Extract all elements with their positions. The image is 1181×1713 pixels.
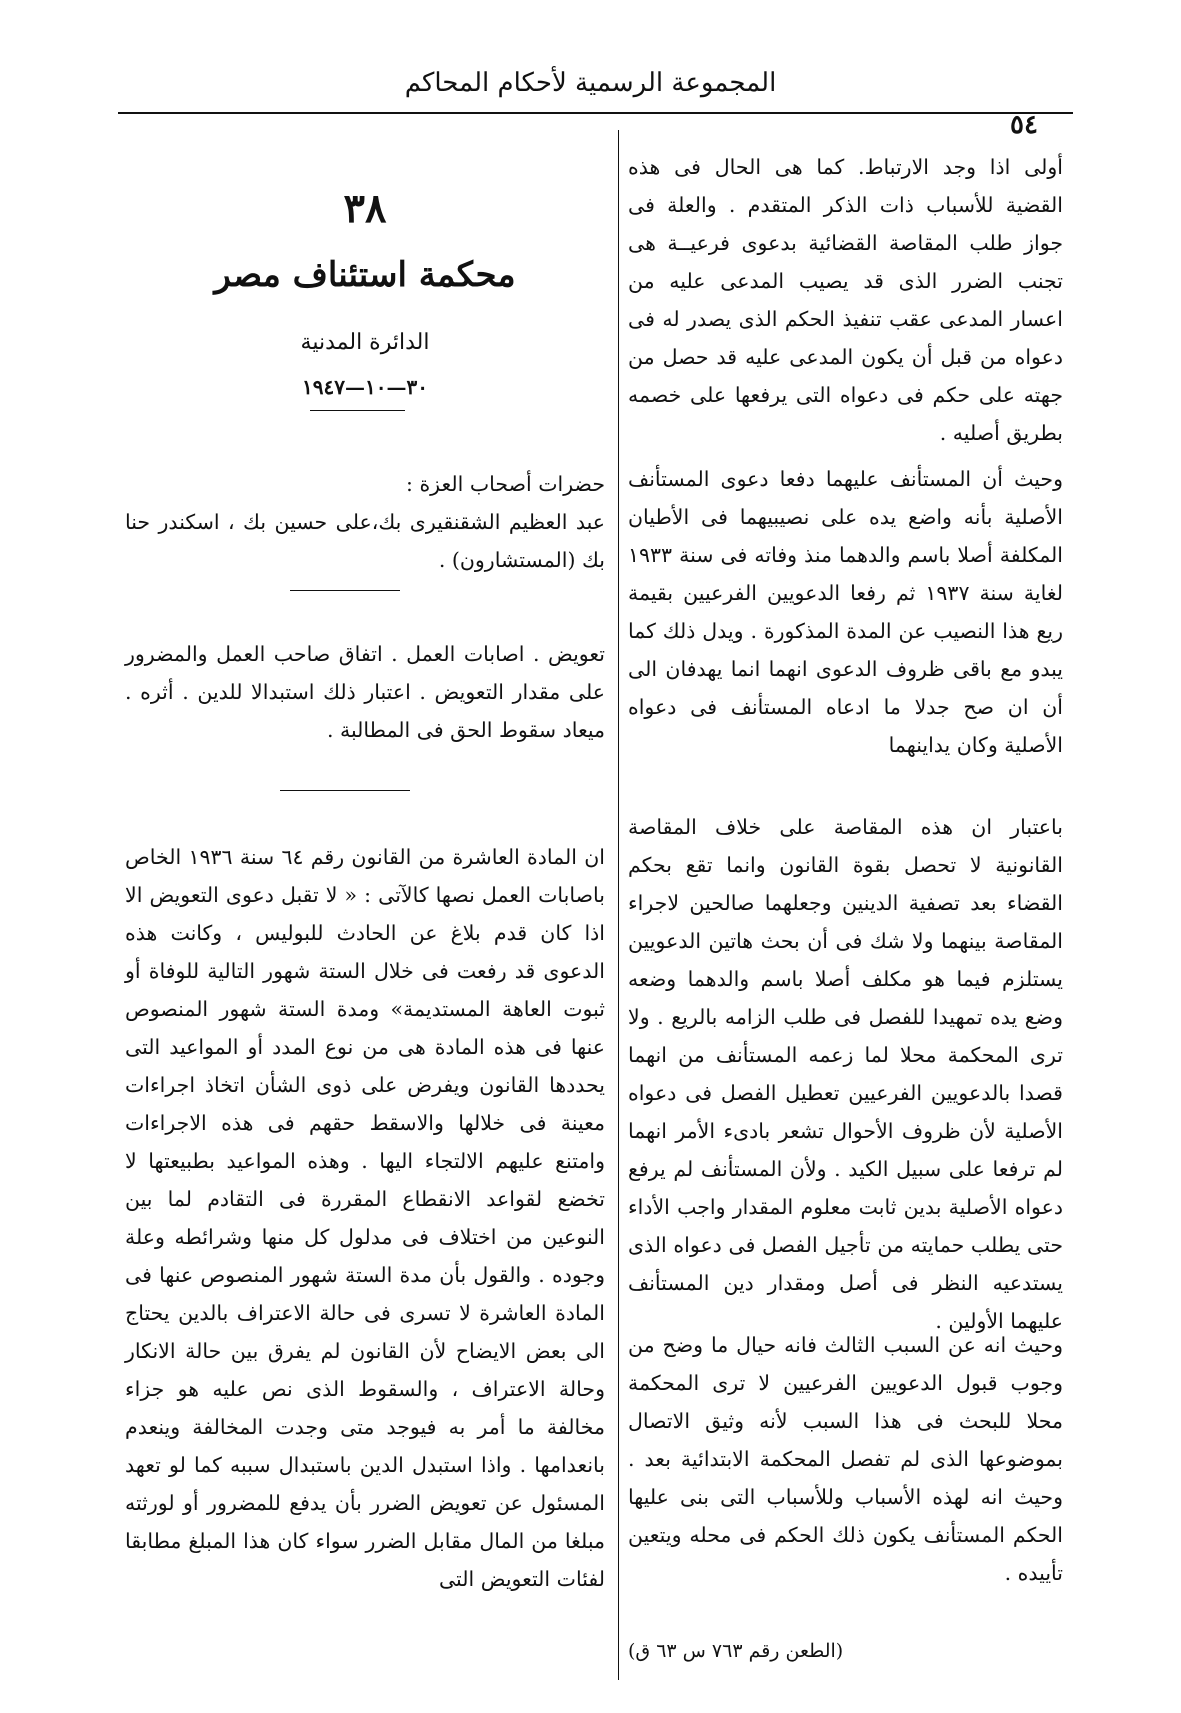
case-subject: تعويض . اصابات العمل . اتفاق صاحب العمل والمضرور على مقدار التعويض . اعتبار ذلك استبدالا للدين . أثره . ميعاد سقوط الحق فى المطالبة . — [125, 642, 605, 742]
attendance-heading: حضرات أصحاب العزة : — [406, 472, 605, 496]
court-name: محكمة استئناف مصر — [214, 255, 516, 295]
left-column-paragraph: ان المادة العاشرة من القانون رقم ٦٤ سنة ١٩٣٦ الخاص باصابات العمل نصها كالآتى : « لا تقبل دعوى التعويض الا اذا كان قدم بلاغ عن الحادث للبوليس ، وكانت هذه الدعوى قد رفعت فى خلال الستة شهور التالية للوفاة أو ثبوت العاهة المستديمة» ومدة الستة شهور المنصوص عنها فى هذه المادة هى من نوع المدد أو المواعيد التى يحددها القانون ويفرض على ذوى الشأن اتخاذ اجراءات معينة فى خلالها والاسقط حقهم فى هذه الاجراءات وامتنع عليهم الالتجاء اليها . وهذه المواعيد بطبيعتها لا تخضع لقواعد الانقطاع المقررة فى التقادم لما بين النوعين من اختلاف فى مدلول كل منها وشرائطه وعلة وجوده . والقول بأن مدة الستة شهور المنصوص عنها فى المادة العاشرة لا تسرى فى حالة الاعتراف بالدين يحتاج الى بعض الايضاح لأن القانون لم يفرق بين حالة الانكار وحالة الاعتراف ، والسقوط الذى نص عليه هو جزاء مخالفة ما أمر به فيوجد متى وجدت المخالفة وينعدم بانعدامها . واذا استبدل الدين باستبدال سببه كما لو تعهد المسئول عن تعويض الضرر بأن يدفع للمضرور أو لورثته مبلغا من المال مقابل الضرر سواء كان هذا المبلغ مطابقا لفئات التعويض التى — [125, 845, 605, 1591]
right-paragraph-1: أولى اذا وجد الارتباط. كما هى الحال فى هذه القضية للأسباب ذات الذكر المتقدم . والعلة فى جواز طلب المقاصة القضائية بدعوى فرعيــة هى تجنب الضرر الذى قد يصيب المدعى عليه من اعسار المدعى عقب تنفيذ الحكم الذى يصدر له فى دعواه من قبل أن يكون المدعى عليه قد حصل من جهته على حكم فى دعواه التى يرفعها على خصمه بطريق أصليه . — [628, 155, 1063, 445]
page-number: ٥٤ — [1010, 110, 1038, 140]
right-paragraph-2: وحيث أن المستأنف عليهما دفعا دعوى المستأنف الأصلية بأنه واضع يده على نصيبيهما فى الأطيان المكلفة أصلا باسم والدهما منذ وفاته فى سنة ١٩٣٣ لغاية سنة ١٩٣٧ ثم رفعا الدعويين الفرعيين بقيمة ريع هذا النصيب عن المدة المذكورة . ويدل ذلك كما يبدو مع باقى ظروف الدعوى انهما انما يهدفان الى أن ان صح جدلا ما ادعاه المستأنف فى دعواه الأصلية وكان يداينهما — [628, 467, 1063, 757]
case-number: ٣٨ — [343, 185, 387, 232]
journal-header: المجموعة الرسمية لأحكام المحاكم — [404, 68, 777, 98]
case-citation: (الطعن رقم ٧٦٣ س ٦٣ ق) — [628, 1640, 844, 1662]
right-paragraph-4: وحيث انه عن السبب الثالث فانه حيال ما وضح من وجوب قبول الدعويين الفرعيين لا ترى المحكمة محلا للبحث فى هذا السبب لأنه وثيق الاتصال بموضوعها الذى لم تفصل المحكمة الابتدائية بعد . وحيث انه لهذه الأسباب وللأسباب التى بنى عليها الحكم المستأنف يكون ذلك الحكم فى محله ويتعين تأييده . — [628, 1333, 1063, 1585]
court-circuit: الدائرة المدنية — [300, 330, 430, 355]
attendance-rule — [290, 590, 400, 591]
subject-rule — [280, 790, 410, 791]
case-date: ٣٠—١٠—١٩٤٧ — [302, 375, 428, 399]
date-rule — [310, 410, 405, 411]
attendance-judges: عبد العظيم الشقنقيرى بك،على حسين بك ، اسكندر حنا بك (المستشارون) . — [125, 510, 605, 572]
right-paragraph-3: باعتبار ان هذه المقاصة على خلاف المقاصة القانونية لا تحصل بقوة القانون وانما تقع بحكم القضاء بعد تصفية الدينين وجعلهما صالحين لاجراء المقاصة بينهما ولا شك فى أن بحث هاتين الدعويين يستلزم فيما هو مكلف أصلا باسم والدهما وضعه وضع يده تمهيدا للفصل فى طلب الزامه بالريع . ولا ترى المحكمة محلا لما زعمه المستأنف من انهما قصدا بالدعويين الفرعيين تعطيل الفصل فى دعواه الأصلية لأن ظروف الأحوال تشعر بادىء الأمر انهما لم ترفعا على سبيل الكيد . ولأن المستأنف لم يرفع دعواه الأصلية بدين ثابت معلوم المقدار واجب الأداء حتى يطلب حمايته من تأجيل الفصل فى دعواه الذى يستدعيه النظر فى أصل ومقدار دين المستأنف عليهما الأولين . — [628, 815, 1063, 1333]
header-rule — [118, 112, 1073, 114]
attendance-block — [125, 465, 605, 579]
column-divider — [618, 130, 619, 1680]
